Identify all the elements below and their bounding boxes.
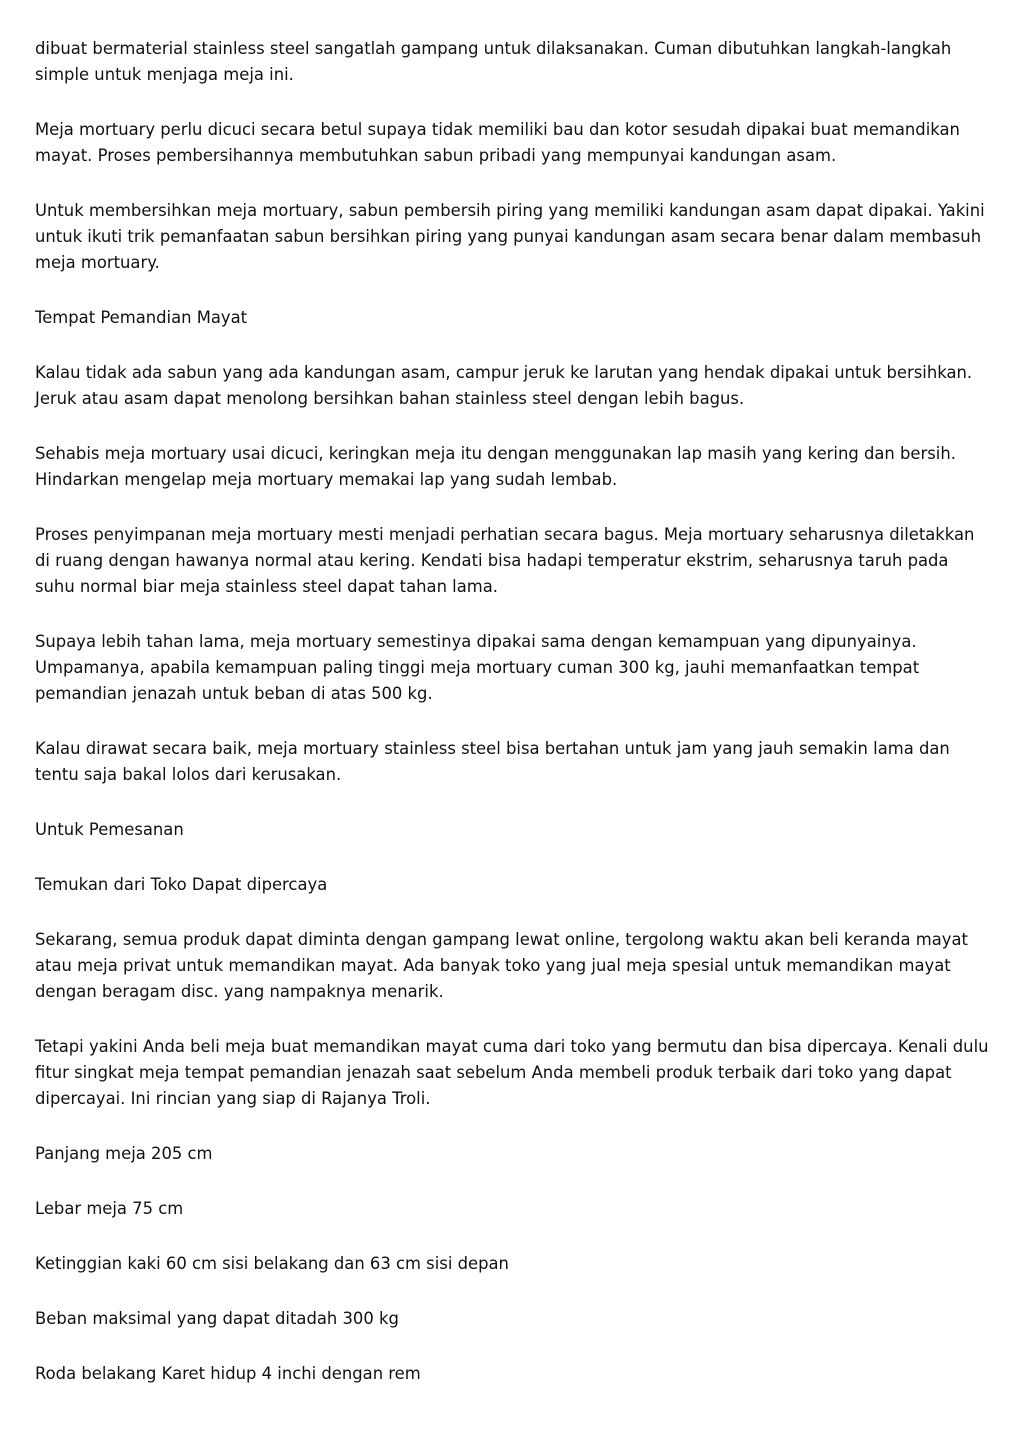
paragraph-trusted-store: Tetapi yakini Anda beli meja buat memandikan mayat cuma dari toko yang bermutu dan bisa dipercaya. Kenali dulu fitur singkat meja tempat pemandian jenazah saat sebelum Anda membeli produk terbaik dari toko yang dapat dipercayai. Ini rincian yang siap di Rajanya Troli. xyxy=(35,1037,989,1108)
spec-width: Lebar meja 75 cm xyxy=(35,1199,184,1218)
bullet-paragraph-soap: Untuk membersihkan meja mortuary, sabun pembersih piring yang memiliki kandungan asam dapat dipakai. Yakini untuk ikuti trik pemanfaatan sabun bersihkan piring yang punyai kandungan asam secara benar dalam membasuh meja mortuary. xyxy=(35,201,985,272)
section-heading-toko: Temukan dari Toko Dapat dipercaya xyxy=(35,875,328,894)
bullet-paragraph-drying: Sehabis meja mortuary usai dicuci, keringkan meja itu dengan menggunakan lap masih yang kering dan bersih. Hindarkan mengelap meja mortuary memakai lap yang sudah lembab. xyxy=(35,444,956,489)
paragraph-online: Sekarang, semua produk dapat diminta dengan gampang lewat online, tergolong waktu akan beli keranda mayat atau meja privat untuk memandikan mayat. Ada banyak toko yang jual meja spesial untuk memandikan mayat dengan beragam disc. yang nampaknya menarik. xyxy=(35,930,968,1001)
spec-length: Panjang meja 205 cm xyxy=(35,1144,213,1163)
bullet-paragraph-cleaning: Meja mortuary perlu dicuci secara betul supaya tidak memiliki bau dan kotor sesudah dipakai buat memandikan mayat. Proses pembersihannya membutuhkan sabun pribadi yang mempunyai kandungan asam. xyxy=(35,120,960,165)
bullet-paragraph-capacity: Supaya lebih tahan lama, meja mortuary semestinya dipakai sama dengan kemampuan yang dipunyainya. Umpamanya, apabila kemampuan paling tinggi meja mortuary cuman 300 kg, jauhi memanfaatkan tempat pemandian jenazah untuk beban di atas 500 kg. xyxy=(35,632,920,703)
paragraph-durability: Kalau dirawat secara baik, meja mortuary stainless steel bisa bertahan untuk jam yang jauh semakin lama dan tentu saja bakal lolos dari kerusakan. xyxy=(35,739,950,784)
spec-max-load: Beban maksimal yang dapat ditadah 300 kg xyxy=(35,1309,399,1328)
section-heading-pemesanan: Untuk Pemesanan xyxy=(35,820,184,839)
paragraph-intro: dibuat bermaterial stainless steel sangatlah gampang untuk dilaksanakan. Cuman dibutuhkan langkah-langkah simple untuk menjaga meja ini. xyxy=(35,39,952,84)
spec-rear-wheel: Roda belakang Karet hidup 4 inchi dengan rem xyxy=(35,1364,421,1383)
spec-leg-height: Ketinggian kaki 60 cm sisi belakang dan 63 cm sisi depan xyxy=(35,1254,509,1273)
bullet-paragraph-storage: Proses penyimpanan meja mortuary mesti menjadi perhatian secara bagus. Meja mortuary seharusnya diletakkan di ruang dengan hawanya normal atau kering. Kendati bisa hadapi temperatur ekstrim, seharusnya taruh pada suhu normal biar meja stainless steel dapat tahan lama. xyxy=(35,525,975,596)
bullet-paragraph-citrus: Kalau tidak ada sabun yang ada kandungan asam, campur jeruk ke larutan yang hendak dipakai untuk bersihkan. Jeruk atau asam dapat menolong bersihkan bahan stainless steel dengan lebih bagus. xyxy=(35,363,973,408)
section-heading-pemandian: Tempat Pemandian Mayat xyxy=(35,308,248,327)
document-body xyxy=(35,36,990,1416)
